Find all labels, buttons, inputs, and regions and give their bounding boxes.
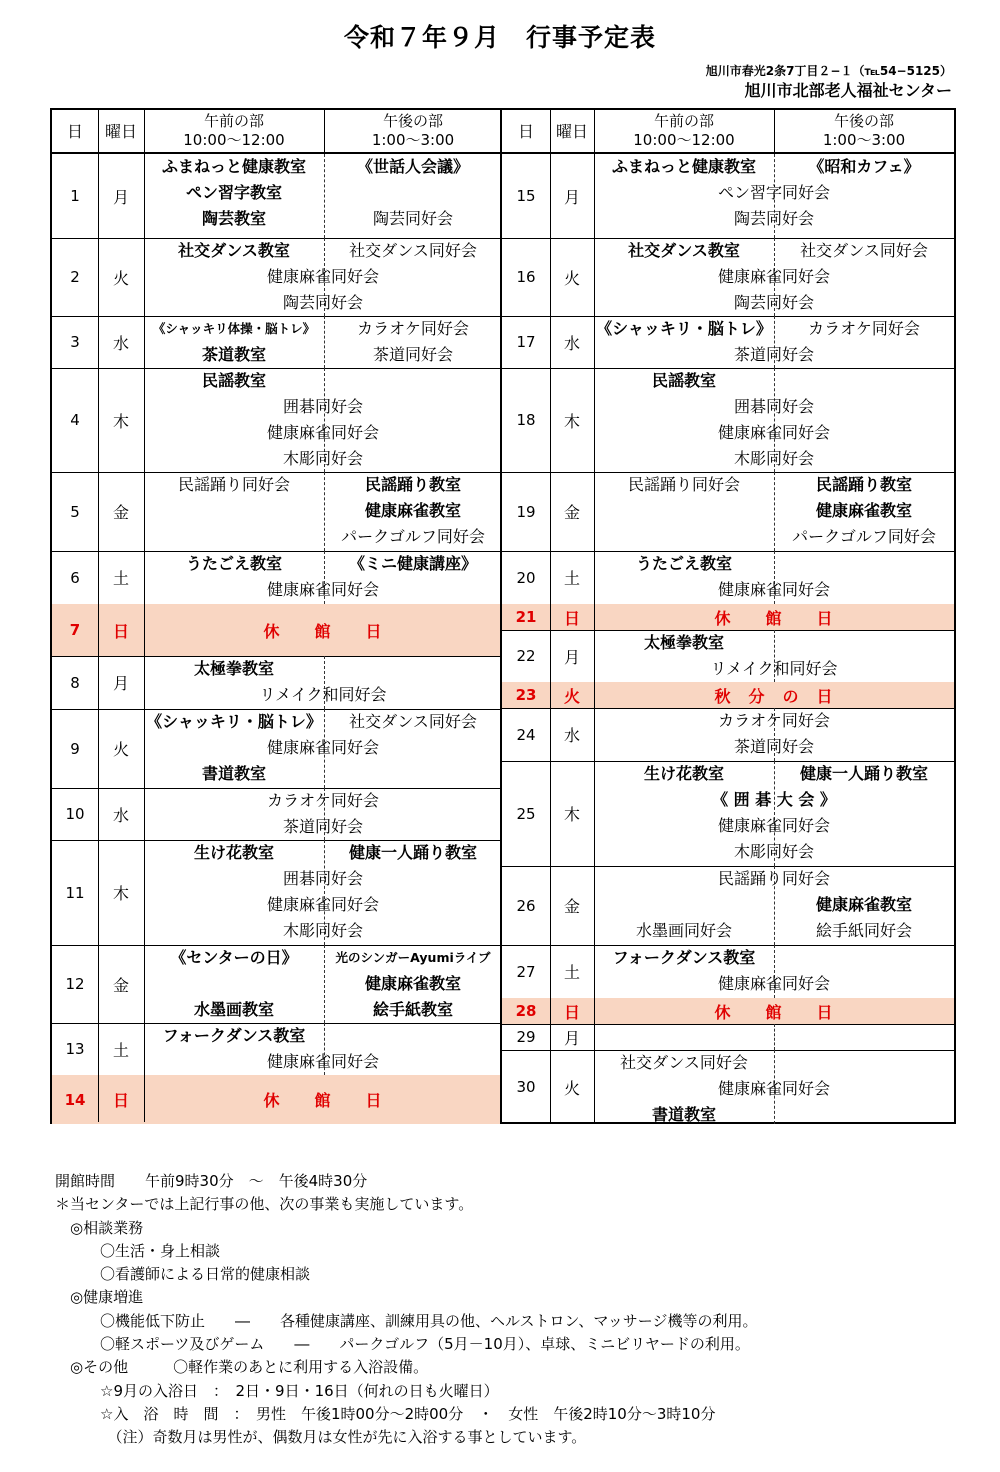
weekday: 金 [563, 503, 580, 522]
header-text: 10:00〜12:00 [633, 131, 735, 149]
day-number: 14 [64, 1090, 86, 1109]
footer-line: 開館時間 午前9時30分 ～ 午後4時30分 [55, 1172, 368, 1190]
schedule-row [52, 840, 500, 945]
schedule-row [502, 945, 954, 998]
day-number: 22 [516, 647, 536, 665]
event-label: 茶道同好会 [733, 345, 814, 364]
day-number: 7 [69, 621, 81, 639]
day-number: 8 [70, 673, 80, 692]
schedule-row [52, 368, 500, 472]
event-label: 太極拳教室 [643, 633, 724, 652]
event-label: 健康麻雀同好会 [266, 580, 379, 599]
weekday: 木 [563, 411, 580, 431]
header-text: 午前の部 [203, 112, 264, 130]
header-text: 午後の部 [382, 112, 443, 130]
event-label: フォークダンス教室 [162, 1026, 306, 1045]
event-label: 木彫同好会 [733, 449, 814, 468]
event-label: 囲碁同好会 [282, 869, 363, 888]
weekday: 金 [112, 503, 129, 522]
event-label: 健康麻雀同好会 [266, 1052, 379, 1071]
event-label: 木彫同好会 [282, 449, 363, 468]
day-number: 25 [516, 804, 536, 823]
event-label: 光のシンガーAyumiライブ [335, 950, 491, 965]
weekday: 月 [563, 187, 580, 207]
column-divider [144, 110, 145, 1122]
day-number: 1 [70, 187, 80, 205]
header-text: 日 [66, 121, 83, 141]
event-label: 木彫同好会 [733, 842, 814, 861]
day-number: 11 [65, 883, 85, 902]
event-label: 《 囲 碁 大 会 》 [712, 790, 836, 809]
footer-line: 〇軽スポーツ及びゲーム ― パークゴルフ（5月－10月）、卓球、ミニビリヤードの利用。 [55, 1335, 750, 1354]
footer-line: ◎健康増進 [55, 1288, 144, 1307]
header-afternoon [774, 110, 954, 152]
day-number: 9 [70, 739, 80, 758]
schedule-row [502, 316, 954, 368]
event-label: 陶芸同好会 [282, 293, 363, 312]
event-label: 健康麻雀同好会 [717, 580, 830, 599]
address: 旭川市春光2条7丁目２−１（℡54−5125） [705, 64, 952, 78]
day-number: 13 [65, 1040, 85, 1058]
event-label: 生け花教室 [193, 843, 274, 862]
schedule-row [502, 1024, 954, 1050]
footer-notes [55, 1170, 757, 1450]
footer-line: ＊当センターでは上記行事の他、次の事業も実施しています。 [55, 1195, 474, 1214]
event-label: 茶道同好会 [372, 345, 453, 364]
weekday: 水 [112, 333, 129, 353]
event-label: 《センターの日》 [170, 948, 298, 967]
weekday: 土 [112, 1040, 129, 1060]
event-label: 民謡教室 [651, 371, 716, 390]
footer-line: ◎相談業務 [55, 1218, 144, 1237]
event-label: 健康麻雀同好会 [717, 423, 830, 442]
day-number: 16 [516, 268, 536, 286]
day-number: 18 [516, 411, 536, 429]
event-label: 茶道同好会 [733, 737, 814, 756]
weekday: 木 [563, 805, 580, 824]
weekday: 土 [112, 569, 129, 588]
event-label: 茶道同好会 [282, 817, 363, 836]
closed-day-label: 休 館 日 [263, 621, 383, 641]
event-label: 健康麻雀同好会 [717, 816, 830, 835]
event-label: 民謡踊り同好会 [717, 869, 830, 888]
schedule-row [52, 472, 500, 551]
day-number: 23 [515, 686, 537, 704]
event-label: フォークダンス教室 [612, 948, 756, 967]
weekday: 日 [112, 1091, 129, 1110]
event-label: カラオケ同好会 [357, 319, 469, 338]
day-number: 17 [516, 333, 536, 351]
header-morning [144, 110, 324, 152]
event-label: 水墨画同好会 [635, 921, 732, 940]
schedule-row [52, 945, 500, 1023]
weekday: 水 [563, 333, 580, 353]
event-label: 《ミニ健康講座》 [348, 554, 477, 573]
event-label: 社交ダンス同好会 [800, 241, 928, 260]
schedule-row [502, 630, 954, 682]
weekday: 火 [563, 268, 580, 288]
event-label: 健康麻雀同好会 [717, 974, 830, 993]
day-number: 20 [516, 568, 536, 587]
column-divider [550, 110, 551, 1122]
schedule-row [52, 238, 500, 316]
weekday: 火 [563, 686, 580, 706]
column-divider [98, 110, 99, 1122]
event-label: 健康一人踊り教室 [799, 764, 928, 783]
header-weekday [550, 110, 594, 152]
day-number: 15 [516, 187, 536, 205]
header-text: 午前の部 [653, 112, 714, 130]
schedule-row [52, 1023, 500, 1075]
day-number: 24 [516, 725, 536, 744]
footer-line: （注）奇数月は男性が、偶数月は女性が先に入浴する事としています。 [55, 1428, 587, 1447]
schedule-row [52, 788, 500, 840]
day-number: 4 [70, 411, 80, 429]
schedule-row [502, 761, 954, 866]
event-label: 社交ダンス教室 [178, 241, 290, 260]
schedule-row [52, 154, 500, 238]
day-number: 21 [515, 608, 537, 626]
event-label: 民謡踊り教室 [815, 475, 912, 494]
schedule-table-left [50, 108, 502, 1124]
day-number: 30 [516, 1078, 536, 1096]
event-label: 健康麻雀教室 [815, 501, 912, 520]
footer-line: 〇看護師による日常的健康相談 [55, 1265, 311, 1284]
schedule-row [52, 604, 500, 656]
event-label: ペン習字同好会 [717, 183, 830, 202]
event-label: 絵手紙同好会 [815, 921, 912, 940]
day-number: 2 [70, 268, 80, 286]
event-label: ふまねっと健康教室 [611, 157, 756, 176]
event-label: カラオケ同好会 [267, 791, 379, 810]
weekday: 火 [112, 268, 129, 288]
event-label: 健康麻雀教室 [364, 974, 461, 993]
event-label: 民謡教室 [201, 371, 266, 390]
event-label: 健康麻雀同好会 [266, 738, 379, 757]
weekday: 金 [563, 897, 580, 916]
event-label: 生け花教室 [643, 764, 724, 783]
day-number: 3 [70, 333, 80, 351]
event-label: 健康麻雀教室 [364, 501, 461, 520]
weekday: 水 [112, 805, 129, 825]
weekday: 月 [112, 674, 129, 693]
column-divider [594, 110, 595, 1122]
event-label: 健康一人踊り教室 [348, 843, 477, 862]
day-number: 28 [515, 1002, 537, 1020]
weekday: 木 [112, 884, 129, 903]
event-label: カラオケ同好会 [808, 319, 920, 338]
event-label: 茶道教室 [201, 345, 266, 364]
header-text: 曜日 [104, 121, 137, 141]
weekday: 月 [563, 647, 580, 667]
weekday: 日 [112, 621, 129, 641]
event-label: 陶芸教室 [201, 209, 266, 228]
header-text: 10:00〜12:00 [183, 131, 285, 149]
event-label: 木彫同好会 [282, 921, 363, 940]
event-label: 社交ダンス同好会 [349, 712, 477, 731]
event-label: 健康麻雀同好会 [717, 1079, 830, 1098]
schedule-row [502, 238, 954, 316]
event-label: 陶芸同好会 [372, 209, 453, 228]
schedule-row [502, 866, 954, 945]
event-label: リメイク和同好会 [259, 685, 387, 704]
weekday: 土 [563, 963, 580, 982]
footer-line: 〇生活・身上相談 [55, 1241, 221, 1260]
event-label: 《シャッキリ体操・脳トレ》 [152, 321, 316, 336]
schedule-table-right [502, 108, 956, 1124]
event-label: 囲碁同好会 [733, 397, 814, 416]
table-header [502, 110, 954, 154]
event-label: 社交ダンス同好会 [620, 1053, 748, 1072]
footer-line: ☆9月の入浴日 ： 2日・9日・16日（何れの日も火曜日） [55, 1381, 499, 1400]
weekday: 水 [563, 726, 580, 745]
schedule-row [52, 709, 500, 788]
event-label: 囲碁同好会 [282, 397, 363, 416]
closed-day-label: 休 館 日 [714, 1002, 834, 1022]
column-divider [324, 110, 325, 154]
header-text: 日 [517, 121, 534, 141]
event-label: 健康麻雀同好会 [717, 267, 830, 286]
day-number: 27 [516, 962, 536, 981]
event-label: カラオケ同好会 [718, 711, 830, 730]
schedule-row [502, 708, 954, 761]
weekday: 火 [112, 740, 129, 759]
day-number: 19 [516, 502, 536, 521]
header-day [502, 110, 550, 152]
event-label: リメイク和同好会 [710, 659, 838, 678]
event-label: 健康麻雀同好会 [266, 267, 379, 286]
event-label: 陶芸同好会 [733, 293, 814, 312]
event-label: 健康麻雀同好会 [266, 895, 379, 914]
header-weekday [98, 110, 144, 152]
event-label: 《シャッキリ・脳トレ》 [596, 319, 772, 338]
weekday: 日 [563, 608, 580, 628]
weekday: 金 [112, 975, 129, 995]
closed-day-label: 休 館 日 [263, 1091, 383, 1110]
event-label: 民謡踊り同好会 [627, 475, 740, 494]
schedule-row [502, 604, 954, 630]
schedule-row [502, 551, 954, 604]
event-label: 民謡踊り教室 [364, 475, 461, 494]
event-label: 《シャッキリ・脳トレ》 [146, 712, 322, 731]
table-header [52, 110, 500, 154]
event-label: 陶芸同好会 [733, 209, 814, 228]
event-label: パークゴルフ同好会 [792, 527, 936, 546]
day-number: 10 [65, 805, 85, 823]
schedule-row [502, 368, 954, 472]
weekday: 日 [563, 1002, 580, 1022]
am-pm-divider [774, 1024, 775, 1050]
weekday: 火 [563, 1078, 580, 1098]
event-label: うたごえ教室 [635, 554, 732, 573]
header-text: 1:00〜3:00 [822, 131, 906, 149]
schedule-row [52, 656, 500, 709]
event-label: 健康麻雀教室 [815, 895, 912, 914]
footer-line: ☆入 浴 時 間 ： 男性 午後1時00分～2時00分 ・ 女性 午後2時10分～3時10分 [55, 1404, 716, 1423]
schedule-row [502, 472, 954, 551]
header-text: 曜日 [555, 121, 588, 141]
event-label: 書道教室 [651, 1105, 716, 1124]
event-label: うたごえ教室 [185, 554, 282, 573]
event-label: 《世話人会議》 [356, 157, 469, 176]
footer-line: 〇機能低下防止 ― 各種健康講座、訓練用具の他、ヘルストロン、マッサージ機等の利用。 [55, 1311, 758, 1330]
day-number: 26 [516, 896, 536, 915]
header-text: 午後の部 [833, 112, 894, 130]
closed-day-label: 休 館 日 [714, 608, 834, 628]
schedule-row [502, 682, 954, 708]
closed-day-label: 秋 分 の 日 [714, 686, 834, 706]
header-day [52, 110, 98, 152]
event-label: ふまねっと健康教室 [161, 157, 306, 176]
weekday: 土 [563, 569, 580, 588]
weekday: 月 [112, 187, 129, 207]
event-label: 民謡踊り同好会 [177, 475, 290, 494]
schedule-row [52, 1075, 500, 1124]
event-label: 健康麻雀同好会 [266, 423, 379, 442]
schedule-row [502, 1050, 954, 1124]
schedule-row [502, 154, 954, 238]
event-label: 太極拳教室 [193, 659, 274, 678]
event-label: 絵手紙教室 [372, 1000, 453, 1019]
weekday: 月 [563, 1028, 580, 1048]
day-number: 6 [70, 568, 80, 587]
event-label: 《昭和カフェ》 [808, 157, 920, 176]
schedule-row [502, 998, 954, 1024]
header-afternoon [324, 110, 502, 152]
event-label: 社交ダンス同好会 [349, 241, 477, 260]
page-title: 令和７年９月 行事予定表 [343, 23, 656, 52]
day-number: 5 [70, 502, 80, 521]
event-label: パークゴルフ同好会 [341, 527, 485, 546]
organization-name: 旭川市北部老人福祉センター [744, 81, 952, 100]
header-text: 1:00〜3:00 [371, 131, 455, 149]
event-label: ペン習字教室 [185, 183, 282, 202]
event-label: 書道教室 [201, 764, 266, 783]
day-number: 29 [516, 1028, 536, 1046]
event-label: 水墨画教室 [193, 1000, 274, 1019]
schedule-row [52, 551, 500, 604]
header-morning [594, 110, 774, 152]
column-divider [774, 110, 775, 154]
schedule-row [52, 316, 500, 368]
footer-line: ◎その他 〇軽作業のあとに利用する入浴設備。 [55, 1358, 429, 1377]
day-number: 12 [65, 975, 85, 993]
weekday: 木 [112, 411, 129, 431]
event-label: 社交ダンス教室 [628, 241, 740, 260]
